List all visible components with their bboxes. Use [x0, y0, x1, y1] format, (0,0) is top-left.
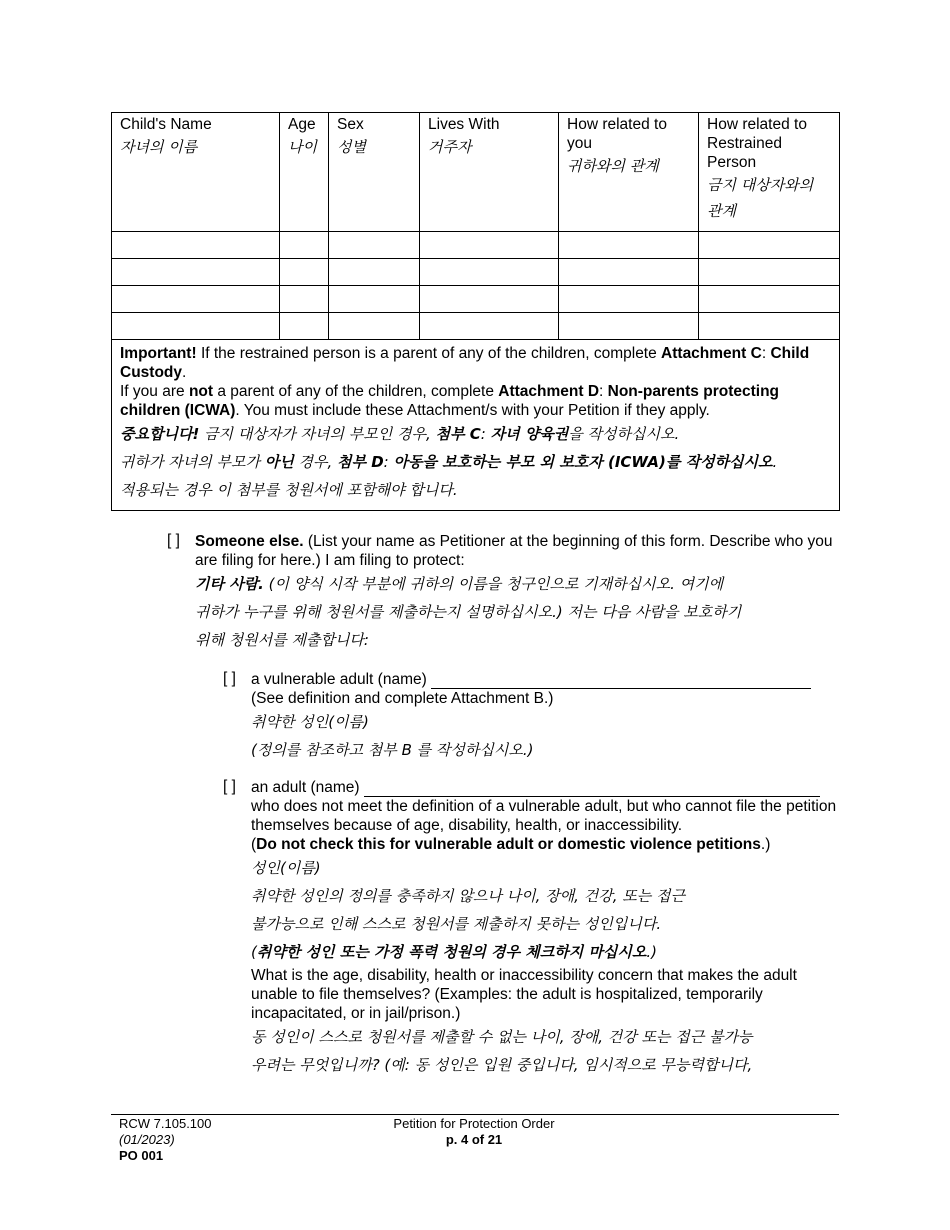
child-related-restrained-field[interactable]: [699, 313, 840, 340]
header-related-to-restrained: How related to Restrained Person 금지 대상자와의 관계: [699, 113, 840, 232]
child-sex-field[interactable]: [329, 286, 420, 313]
someone-else-ko-1: 기타 사람. (이 양식 시작 부분에 귀하의 이름을 청구인으로 기재하십시오. 여기에: [195, 575, 724, 593]
child-related-you-field[interactable]: [559, 286, 699, 313]
child-lives-with-field[interactable]: [420, 259, 559, 286]
child-sex-field[interactable]: [329, 232, 420, 259]
child-related-restrained-field[interactable]: [699, 259, 840, 286]
children-table: [111, 112, 840, 511]
page-footer: [111, 1114, 839, 1163]
header-sex: Sex 성별: [329, 113, 420, 232]
header-lives-with: Lives With 거주자: [420, 113, 559, 232]
child-age-field[interactable]: [280, 313, 329, 340]
someone-else-text: Someone else. (List your name as Petitioner at the beginning of this form. Describe who you are filing for here.) I am filing to protect:: [195, 533, 833, 569]
child-name-field[interactable]: [112, 286, 280, 313]
table-row: [112, 259, 840, 286]
note-line-1: Important! If the restrained person is a parent of any of the children, complete Attachment C: Child Custody.: [120, 345, 810, 381]
adult-name-field[interactable]: [364, 782, 820, 797]
child-lives-with-field[interactable]: [420, 232, 559, 259]
child-lives-with-field[interactable]: [420, 313, 559, 340]
child-sex-field[interactable]: [329, 259, 420, 286]
child-sex-field[interactable]: [329, 313, 420, 340]
vulnerable-adult-section: a vulnerable adult (name) (See definition and complete Attachment B.) 취약한 성인(이름) (정의를 참조하고 첨부 B 를 작성하십시오.): [251, 670, 841, 764]
table-row: [112, 313, 840, 340]
child-age-field[interactable]: [280, 259, 329, 286]
adult-section: an adult (name) who does not meet the definition of a vulnerable adult, but who cannot file the petition themselves because of age, disability, health, or inaccessibility. (Do not check this for vulnerable adult or domestic violence petitions.) 성인(이름) 취약한 성인의 정의를 충족하지 않으나 나이, 장애, 건강, 또는 접근 불가능으로 인해 스스로 청원서를 제출하지 못하는 성인입니다. (취약한 성인 또는 가정 폭력 청원의 경우 체크하지 마십시오.) What is the age, disability, health or inaccessibility concern that makes the adult unable to file themselves? (Examples: the adult is hospitalized, temporarily incapacitated, or in jail/prison.) 동 성인이 스스로 청원서를 제출할 수 없는 나이, 장애, 건강 또는 접근 불가능 우려는 무엇입니까? (예: 동 성인은 입원 중입니다, 임시적으로 무능력합니다,: [251, 779, 837, 1074]
table-row: [112, 286, 840, 313]
table-header-row: [112, 113, 840, 232]
child-name-field[interactable]: [112, 313, 280, 340]
child-related-you-field[interactable]: [559, 313, 699, 340]
table-row: [112, 232, 840, 259]
note-ko-line-1: 중요합니다! 금지 대상자가 자녀의 부모인 경우, 첨부 C: 자녀 양육권을 작성하십시오.: [120, 425, 680, 443]
footer-title: Petition for Protection Order p. 4 of 21: [393, 1116, 555, 1147]
child-age-field[interactable]: [280, 286, 329, 313]
header-childs-name: Child's Name 자녀의 이름: [112, 113, 280, 232]
vulnerable-adult-checkbox[interactable]: [ ]: [223, 670, 236, 687]
header-age: Age 나이: [280, 113, 329, 232]
child-name-field[interactable]: [112, 232, 280, 259]
someone-else-ko-3: 위해 청원서를 제출합니다:: [195, 631, 369, 649]
child-lives-with-field[interactable]: [420, 286, 559, 313]
child-related-you-field[interactable]: [559, 232, 699, 259]
child-related-restrained-field[interactable]: [699, 232, 840, 259]
note-ko-line-3: 적용되는 경우 이 첨부를 청원서에 포함해야 합니다.: [120, 481, 458, 499]
someone-else-section: [195, 532, 840, 654]
note-line-2: If you are not a parent of any of the children, complete Attachment D: Non-parents protecting children (ICWA). You must include these Attachment/s with your Petition if they apply.: [120, 383, 780, 419]
adult-checkbox[interactable]: [ ]: [223, 778, 236, 795]
child-name-field[interactable]: [112, 259, 280, 286]
footer-form-info: RCW 7.105.100 (01/2023) PO 001: [119, 1116, 212, 1163]
vulnerable-adult-name-field[interactable]: [431, 674, 811, 689]
child-related-you-field[interactable]: [559, 259, 699, 286]
important-note-row: [112, 340, 840, 511]
child-related-restrained-field[interactable]: [699, 286, 840, 313]
child-age-field[interactable]: [280, 232, 329, 259]
someone-else-ko-2: 귀하가 누구를 위해 청원서를 제출하는지 설명하십시오.) 저는 다음 사람을 보호하기: [195, 603, 742, 621]
someone-else-checkbox[interactable]: [ ]: [167, 532, 180, 549]
note-ko-line-2: 귀하가 자녀의 부모가 아닌 경우, 첨부 D: 아동을 보호하는 부모 외 보호자 (ICWA)를 작성하십시오.: [120, 453, 778, 471]
important-note: [112, 340, 840, 511]
header-related-to-you: How related to you 귀하와의 관계: [559, 113, 699, 232]
